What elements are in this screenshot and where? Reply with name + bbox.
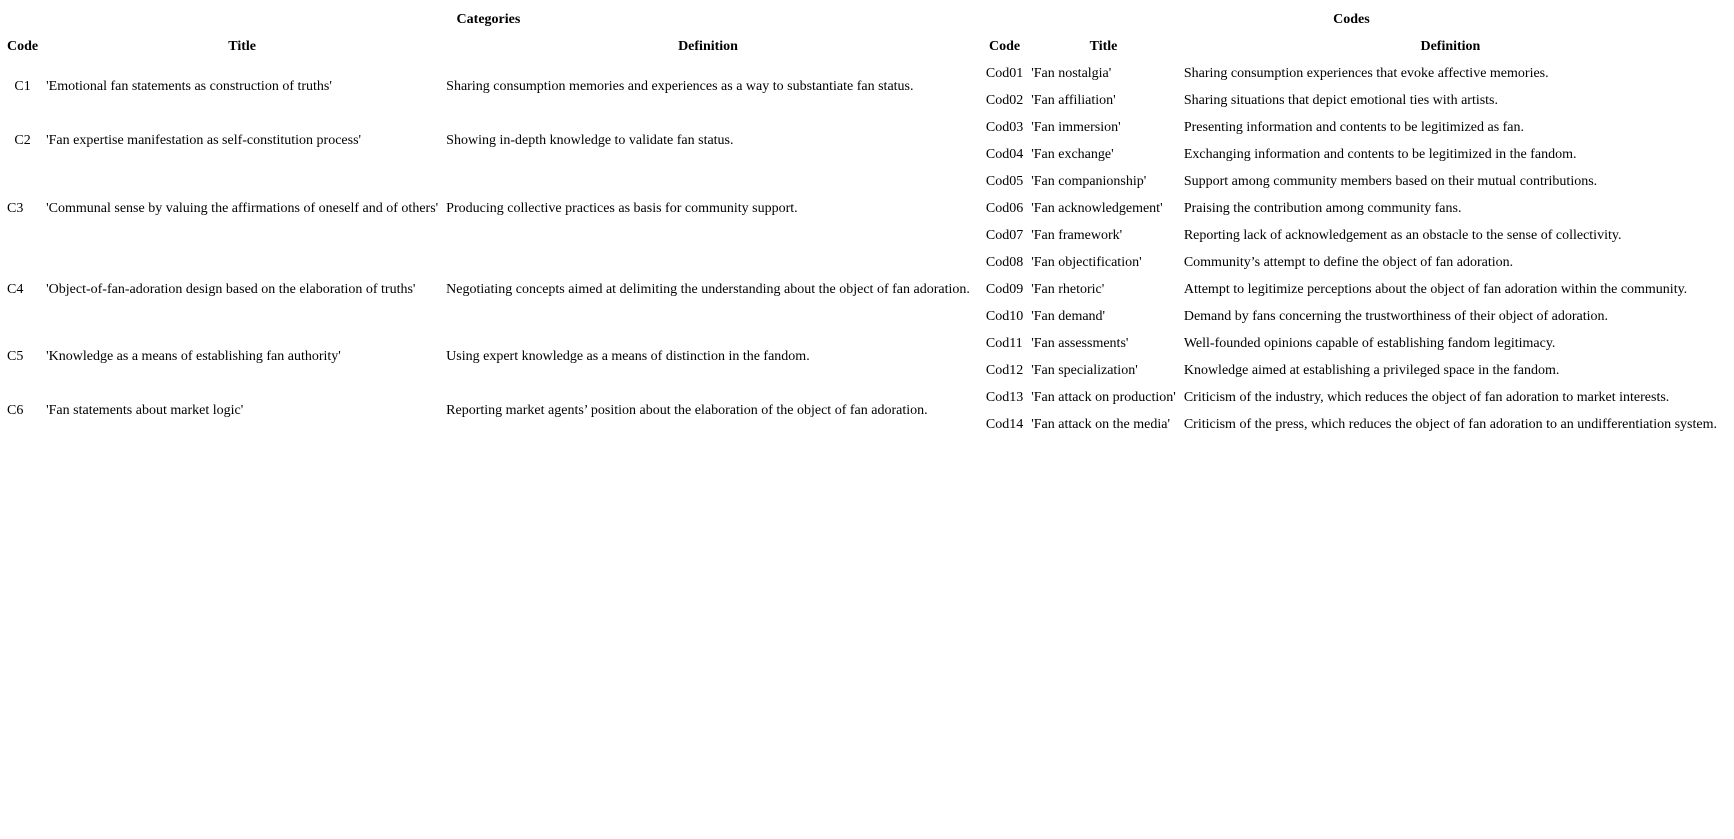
code-definition: Criticism of the press, which reduces the object of fan adoration to an undifferentiation system.: [1183, 416, 1717, 432]
category-code: C1: [14, 79, 31, 94]
categories-codes-table: [3, 6, 1721, 438]
category-code: C6: [7, 403, 24, 418]
category-title: 'Emotional fan statements as construction of truths': [46, 79, 332, 94]
code-definition: Criticism of the industry, which reduces the object of fan adoration to market interests.: [1183, 389, 1670, 405]
code-id: Cod09: [985, 281, 1024, 297]
category-definition: Negotiating concepts aimed at delimiting the understanding about the object of fan adoration.: [446, 281, 970, 297]
code-definition: Praising the contribution among community fans.: [1183, 200, 1462, 216]
code-title: 'Fan specialization': [1031, 362, 1138, 378]
codes-heading: Codes: [1333, 11, 1370, 27]
code-definition: Sharing consumption experiences that evoke affective memories.: [1183, 65, 1549, 81]
code-definition: Support among community members based on their mutual contributions.: [1183, 173, 1598, 189]
code-definition: Reporting lack of acknowledgement as an obstacle to the sense of collectivity.: [1183, 227, 1622, 243]
code-id: Cod07: [985, 227, 1024, 243]
code-id: Cod01: [985, 65, 1024, 81]
category-title: 'Fan expertise manifestation as self-constitution process': [46, 133, 362, 148]
category-definition: Reporting market agents’ position about the elaboration of the object of fan adoration.: [446, 403, 928, 418]
codes-title-header: Title: [1089, 38, 1118, 54]
column-header-row: [3, 33, 1721, 60]
codes-code-header: Code: [988, 38, 1021, 54]
categories-title-header: Title: [228, 38, 257, 54]
categories-definition-header: Definition: [678, 38, 738, 54]
category-title: 'Fan statements about market logic': [46, 403, 244, 418]
code-id: Cod04: [985, 146, 1024, 162]
code-title: 'Fan rhetoric': [1031, 281, 1105, 297]
code-definition: Well-founded opinions capable of establishing fandom legitimacy.: [1183, 335, 1556, 351]
code-id: Cod11: [985, 335, 1023, 351]
category-title: 'Object-of-fan-adoration design based on the elaboration of truths': [46, 281, 416, 297]
code-id: Cod10: [985, 308, 1024, 324]
code-definition: Knowledge aimed at establishing a privileged space in the fandom.: [1183, 362, 1560, 378]
code-definition: Presenting information and contents to be legitimized as fan.: [1183, 119, 1525, 135]
table-row: [3, 330, 1721, 357]
code-title: 'Fan demand': [1031, 308, 1106, 324]
code-id: Cod13: [985, 389, 1024, 405]
category-code: C3: [7, 200, 24, 216]
category-code: C2: [14, 133, 31, 148]
categories-heading: Categories: [456, 11, 521, 27]
code-definition: Attempt to legitimize perceptions about the object of fan adoration within the community.: [1183, 281, 1688, 297]
table-row: [3, 384, 1721, 411]
code-title: 'Fan companionship': [1031, 173, 1147, 189]
code-title: 'Fan objectification': [1031, 254, 1142, 270]
code-id: Cod03: [985, 119, 1024, 135]
category-title: 'Knowledge as a means of establishing fan authority': [46, 349, 341, 364]
code-id: Cod06: [985, 200, 1024, 216]
code-title: 'Fan affiliation': [1031, 92, 1116, 108]
code-title: 'Fan immersion': [1031, 119, 1121, 135]
category-code: C4: [7, 281, 24, 297]
table-row: [3, 114, 1721, 141]
code-id: Cod02: [985, 92, 1024, 108]
code-id: Cod08: [985, 254, 1024, 270]
code-definition: Demand by fans concerning the trustworthiness of their object of adoration.: [1183, 308, 1608, 324]
group-header-row: [3, 6, 1721, 33]
code-id: Cod12: [985, 362, 1024, 378]
code-title: 'Fan exchange': [1031, 146, 1114, 162]
category-definition: Showing in-depth knowledge to validate fan status.: [446, 133, 734, 148]
category-code: C5: [7, 349, 24, 364]
category-definition: Using expert knowledge as a means of distinction in the fandom.: [446, 349, 810, 364]
code-title: 'Fan framework': [1031, 227, 1123, 243]
categories-code-header: Code: [7, 38, 39, 54]
code-title: 'Fan nostalgia': [1031, 65, 1112, 81]
table-row: [3, 249, 1721, 276]
code-title: 'Fan acknowledgement': [1031, 200, 1163, 216]
table-body: [3, 60, 1721, 438]
table-row: [3, 60, 1721, 87]
code-id: Cod14: [985, 416, 1024, 432]
codes-definition-header: Definition: [1420, 38, 1481, 54]
code-id: Cod05: [985, 173, 1024, 189]
code-definition: Community’s attempt to define the object of fan adoration.: [1183, 254, 1514, 270]
table-row: [3, 168, 1721, 195]
category-title: 'Communal sense by valuing the affirmations of oneself and of others': [46, 200, 439, 216]
code-title: 'Fan attack on production': [1031, 389, 1176, 405]
code-title: 'Fan assessments': [1031, 335, 1129, 351]
code-definition: Sharing situations that depict emotional ties with artists.: [1183, 92, 1499, 108]
category-definition: Producing collective practices as basis for community support.: [446, 200, 798, 216]
code-title: 'Fan attack on the media': [1031, 416, 1170, 432]
code-definition: Exchanging information and contents to be legitimized in the fandom.: [1183, 146, 1577, 162]
category-definition: Sharing consumption memories and experiences as a way to substantiate fan status.: [446, 79, 914, 94]
